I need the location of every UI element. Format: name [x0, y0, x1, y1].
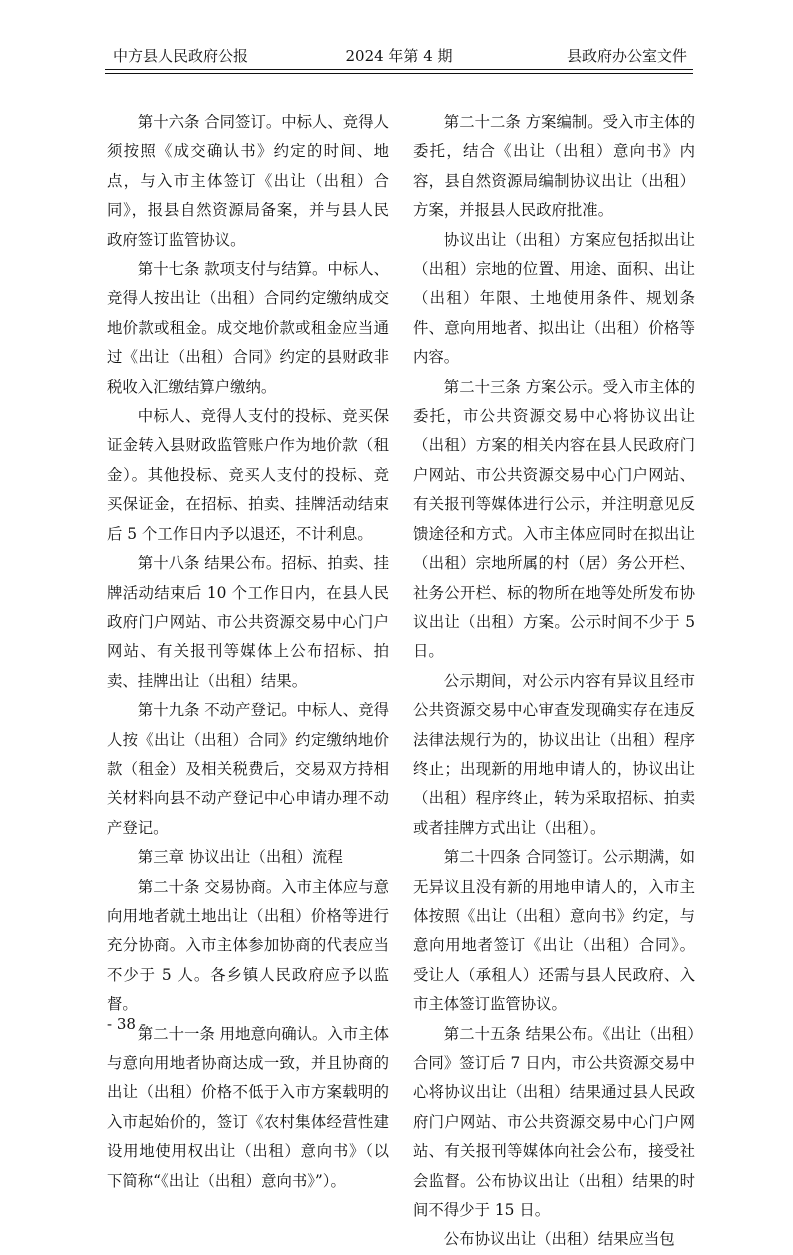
- paragraph-article-25: 第二十五条 结果公布。《出让（出租）合同》签订后 7 日内，市公共资源交易中心将协议出让（出租）结果通过县人民政府门户网站、市公共资源交易中心门户网站、有关报刊等媒体向社会公布，接受社会监督。公布协议出让（出租）结果的时间不得少于 15 日。: [413, 1024, 695, 1220]
- header-issue: 2024 年第 4 期: [345, 47, 453, 65]
- paragraph-article-19: 第十九条 不动产登记。中标人、竞得人按《出让（出租）合同》约定缴纳地价款（租金）及相关税费后，交易双方持相关材料向县不动产登记中心申请办理不动产登记。: [107, 701, 389, 837]
- page-number: - 38 -: [107, 1015, 146, 1033]
- paragraph-result-content: 公布协议出让（出租）结果应当包: [443, 1230, 675, 1249]
- paragraph-article-16: 第十六条 合同签订。中标人、竞得人须按照《成交确认书》约定的时间、地点，与入市主体签订《出让（出租）合同》，报县自然资源局备案，并与县人民政府签订监管协议。: [107, 113, 389, 249]
- paragraph-article-20: 第二十条 交易协商。入市主体应与意向用地者就土地出让（出租）价格等进行充分协商。入市主体参加协商的代表应当不少于 5 人。各乡镇人民政府应予以监督。: [107, 877, 389, 1014]
- header-rule-thin: [105, 73, 693, 74]
- paragraph-article-24: 第二十四条 合同签订。公示期满，如无异议且没有新的用地申请人的，入市主体按照《出让（出租）意向书》约定，与意向用地者签订《出让（出租）合同》。受让人（承租人）还需与县人民政府、入市主体签订监管协议。: [413, 848, 695, 1014]
- paragraph-deposit: 中标人、竞得人支付的投标、竞买保证金转入县财政监管账户作为地价款（租金）。其他投标、竞买人支付的投标、竞买保证金，在招标、拍卖、挂牌活动结束后 5 个工作日内予以退还，不计利息。: [107, 407, 389, 543]
- paragraph-article-21: 第二十一条 用地意向确认。入市主体与意向用地者协商达成一致，并且协商的出让（出租）价格不低于入市方案载明的入市起始价的，签订《农村集体经营性建设用地使用权出让（出租）意向书》（以下简称“《出让（出租）意向书》”）。: [107, 1024, 389, 1190]
- right-column: [413, 108, 695, 1255]
- header-section: 县政府办公室文件: [566, 47, 687, 65]
- paragraph-article-22: 第二十二条 方案编制。受入市主体的委托，结合《出让（出租）意向书》内容，县自然资源局编制协议出让（出租）方案，并报县人民政府批准。: [413, 113, 695, 220]
- paragraph-article-17: 第十七条 款项支付与结算。中标人、竞得人按出让（出租）合同约定缴纳成交地价款或租金。成交地价款或租金应当通过《出让（出租）合同》约定的县财政非税收入汇缴结算户缴纳。: [107, 260, 389, 396]
- header-gazette-title: 中方县人民政府公报: [113, 47, 249, 65]
- header-rule-thick: [105, 69, 693, 70]
- paragraph-objection: 公示期间，对公示内容有异议且经市公共资源交易中心审查发现确实存在违反法律法规行为的，协议出让（出租）程序终止；出现新的用地申请人的，协议出让（出租）程序终止，转为采取招标、拍卖或者挂牌方式出让（出租）。: [413, 671, 695, 837]
- left-column: [107, 108, 389, 1196]
- running-header: [105, 44, 693, 72]
- paragraph-article-23: 第二十三条 方案公示。受入市主体的委托，市公共资源交易中心将协议出让（出租）方案的相关内容在县人民政府门户网站、市公共资源交易中心门户网站、有关报刊等媒体进行公示，并注明意见反馈途径和方式。入市主体应同时在拟出让（出租）宗地所属的村（居）务公开栏、社务公开栏、标的物所在地等处所发布协议出让（出租）方案。公示时间不少于 5 日。: [413, 377, 695, 661]
- paragraph-plan-content: 协议出让（出租）方案应包括拟出让（出租）宗地的位置、用途、面积、出让（出租）年限、土地使用条件、规划条件、意向用地者、拟出让（出租）价格等内容。: [413, 230, 695, 367]
- chapter-heading: 第三章 协议出让（出租）流程: [137, 848, 343, 867]
- paragraph-article-18: 第十八条 结果公布。招标、拍卖、挂牌活动结束后 10 个工作日内，在县人民政府门户网站、市公共资源交易中心门户网站、有关报刊等媒体上公布招标、拍卖、挂牌出让（出租）结果。: [107, 554, 389, 690]
